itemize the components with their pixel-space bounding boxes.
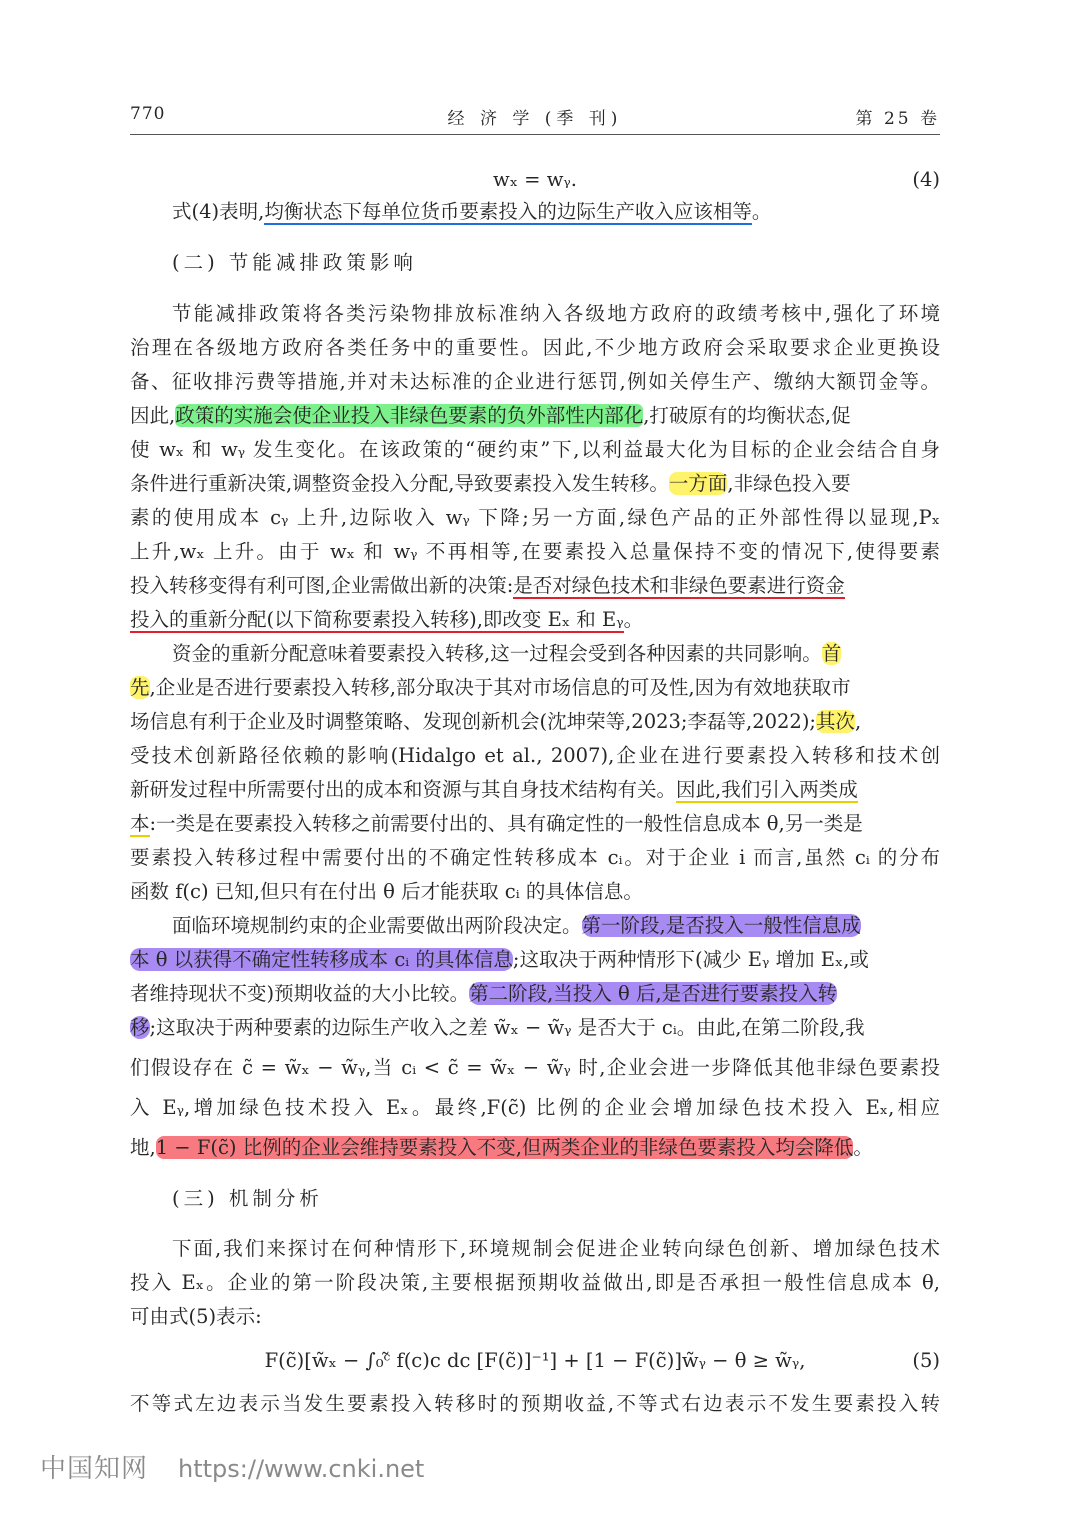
text-run: 者维持现状不变)预期收益的大小比较。 — [130, 982, 470, 1005]
text-run: ,打破原有的均衡状态,促 — [643, 404, 851, 427]
p2-line-2: 治理在各级地方政府各类任务中的重要性。因此,不少地方政府会采取要求企业更换设 — [130, 336, 940, 359]
p4-line-4 — [130, 1013, 940, 1043]
text-run: 场信息有利于企业及时调整策略、发现创新机会(沈坤荣等,2023;李磊等,2022); — [130, 710, 817, 733]
text-run: 投入转移变得有利可图,企业需做出新的决策: — [130, 574, 514, 597]
yellow-highlight: 其次 — [816, 710, 856, 733]
p2-line-3: 备、征收排污费等措施,并对未达标准的企业进行惩罚,例如关停生产、缴纳大额罚金等。 — [130, 370, 940, 393]
text-run: , — [855, 710, 862, 733]
p4-line-7 — [130, 1133, 940, 1163]
text-run: ,非绿色投入要 — [727, 472, 851, 495]
text-run: 。 — [853, 1136, 873, 1159]
text-run: :一类是在要素投入转移之前需要付出的、具有确定性的一般性信息成本 θ,另一类是 — [149, 812, 863, 835]
text-run: 面临环境规制约束的企业需要做出两阶段决定。 — [172, 914, 582, 937]
cnki-watermark — [40, 1448, 424, 1485]
paragraph-1 — [172, 197, 940, 227]
purple-highlight: 移 — [130, 1016, 150, 1039]
equation-4-expression: wₓ = wᵧ. — [493, 168, 577, 191]
p3-line-6 — [130, 809, 940, 839]
text-run: 新研发过程中所需要付出的成本和资源与其自身技术结构有关。 — [130, 778, 677, 801]
purple-highlight: 本 θ 以获得不确定性转移成本 cᵢ 的具体信息 — [130, 948, 513, 971]
text-run: 条件进行重新决策,调整资金投入分配,导致要素投入发生转移。 — [130, 472, 669, 495]
text-run: 。 — [623, 608, 644, 631]
p3-line-5 — [130, 775, 940, 805]
purple-highlight: 第一阶段,是否投入一般性信息成 — [581, 914, 861, 937]
p2-line-10 — [130, 605, 940, 635]
text-run: 地, — [130, 1136, 156, 1159]
section-heading-3: (三) 机制分析 — [172, 1187, 323, 1210]
purple-highlight: 第二阶段,当投入 θ 后,是否进行要素投入转 — [469, 982, 838, 1005]
green-highlight: 政策的实施会使企业投入非绿色要素的负外部性内部化 — [175, 404, 644, 427]
p2-line-4 — [130, 401, 940, 431]
p4-line-1 — [172, 911, 940, 941]
text-run: 因此, — [130, 404, 176, 427]
red-highlight: 1 − F(c̃) 比例的企业会维持要素投入不变,但两类企业的非绿色要素投入均会降低 — [155, 1136, 854, 1159]
p4-line-6: 入 Eᵧ,增加绿色技术投入 Eₓ。最终,F(c̃) 比例的企业会增加绿色技术投入 Eₓ,相应 — [130, 1096, 940, 1119]
p5-line-1: 下面,我们来探讨在何种情形下,环境规制会促进企业转向绿色创新、增加绿色技术 — [172, 1237, 940, 1260]
text-run: ;这取决于两种要素的边际生产收入之差 w̃ₓ − w̃ᵧ 是否大于 cᵢ。由此,在第二阶段,我 — [149, 1016, 865, 1039]
p3-line-8: 函数 f(c) 已知,但只有在付出 θ 后才能获取 cᵢ 的具体信息。 — [130, 880, 643, 903]
red-underlined-text: 投入的重新分配(以下简称要素投入转移),即改变 Eₓ 和 Eᵧ — [130, 608, 624, 631]
p2-line-7: 素的使用成本 cᵧ 上升,边际收入 wᵧ 下降;另一方面,绿色产品的正外部性得以显现,Pₓ — [130, 506, 940, 529]
equation-4-label: (4) — [912, 168, 940, 191]
section-heading-2: (二) 节能减排政策影响 — [172, 251, 417, 274]
journal-title: 经 济 学 (季 刊) — [447, 109, 623, 129]
running-header — [130, 104, 940, 134]
equation-5 — [130, 1346, 940, 1376]
p5-line-3: 可由式(5)表示: — [130, 1305, 262, 1328]
p3-line-7: 要素投入转移过程中需要付出的不确定性转移成本 cᵢ。对于企业 i 而言,虽然 cᵢ 的分布 — [130, 846, 940, 869]
p2-line-5: 使 wₓ 和 wᵧ 发生变化。在该政策的“硬约束”下,以利益最大化为目标的企业会结合自身 — [130, 438, 940, 461]
watermark-brand: 中国知网 — [40, 1454, 149, 1484]
header-rule — [130, 134, 940, 135]
volume-label: 第 25 卷 — [855, 109, 940, 129]
equation-4 — [130, 165, 940, 195]
text-run: 。 — [751, 200, 772, 223]
watermark-url: https://www.cnki.net — [178, 1455, 425, 1483]
red-underlined-text: 是否对绿色技术和非绿色要素进行资金 — [513, 574, 845, 597]
p4-line-3 — [130, 979, 940, 1009]
p3-line-3 — [130, 707, 940, 737]
equation-5-label: (5) — [912, 1349, 940, 1372]
text-run: 资金的重新分配意味着要素投入转移,这一过程会受到各种因素的共同影响。 — [172, 642, 822, 665]
equation-5-expression: F(c̃)[w̃ₓ − ∫₀ᶜ̃ f(c)c dc [F(c̃)]⁻¹] + [1 − F(c̃)]w̃ᵧ − θ ≥ w̃ᵧ, — [264, 1349, 806, 1372]
p2-line-8: 上升,wₓ 上升。由于 wₓ 和 wᵧ 不再相等,在要素投入总量保持不变的情况下,使得要素 — [130, 540, 940, 563]
p2-line-9 — [130, 571, 940, 601]
blue-underlined-text: 均衡状态下每单位货币要素投入的边际生产收入应该相等 — [264, 200, 752, 223]
p3-line-4: 受技术创新路径依赖的影响(Hidalgo et al., 2007),企业在进行要素投入转移和技术创 — [130, 744, 940, 767]
yellow-highlight: 首 — [821, 642, 842, 665]
p3-line-2 — [130, 673, 940, 703]
p2-line-1: 节能减排政策将各类污染物排放标准纳入各级地方政府的政绩考核中,强化了环境 — [172, 302, 940, 325]
text-run: ,企业是否进行要素投入转移,部分取决于其对市场信息的可及性,因为有效地获取市 — [149, 676, 851, 699]
page-number: 770 — [130, 104, 166, 124]
p2-line-6 — [130, 469, 940, 499]
text-run: ;这取决于两种情形下(减少 Eᵧ 增加 Eₓ,或 — [512, 948, 869, 971]
text-run: 式(4)表明, — [172, 200, 265, 223]
yellow-underlined-text: 因此,我们引入两类成 — [676, 778, 858, 801]
yellow-highlight: 一方面 — [668, 472, 728, 495]
p4-line-5: 们假设存在 c̃ = w̃ₓ − w̃ᵧ,当 cᵢ < c̃ = w̃ₓ − w̃ᵧ 时,企业会进一步降低其他非绿色要素投 — [130, 1056, 940, 1079]
p5-line-2: 投入 Eₓ。企业的第一阶段决策,主要根据预期收益做出,即是否承担一般性信息成本 θ, — [130, 1271, 940, 1294]
p4-line-2 — [130, 945, 940, 975]
p3-line-1 — [172, 639, 940, 669]
yellow-highlight: 先 — [130, 676, 150, 699]
yellow-underlined-text: 本 — [130, 812, 150, 835]
p6-line-1: 不等式左边表示当发生要素投入转移时的预期收益,不等式右边表示不发生要素投入转 — [130, 1392, 940, 1415]
